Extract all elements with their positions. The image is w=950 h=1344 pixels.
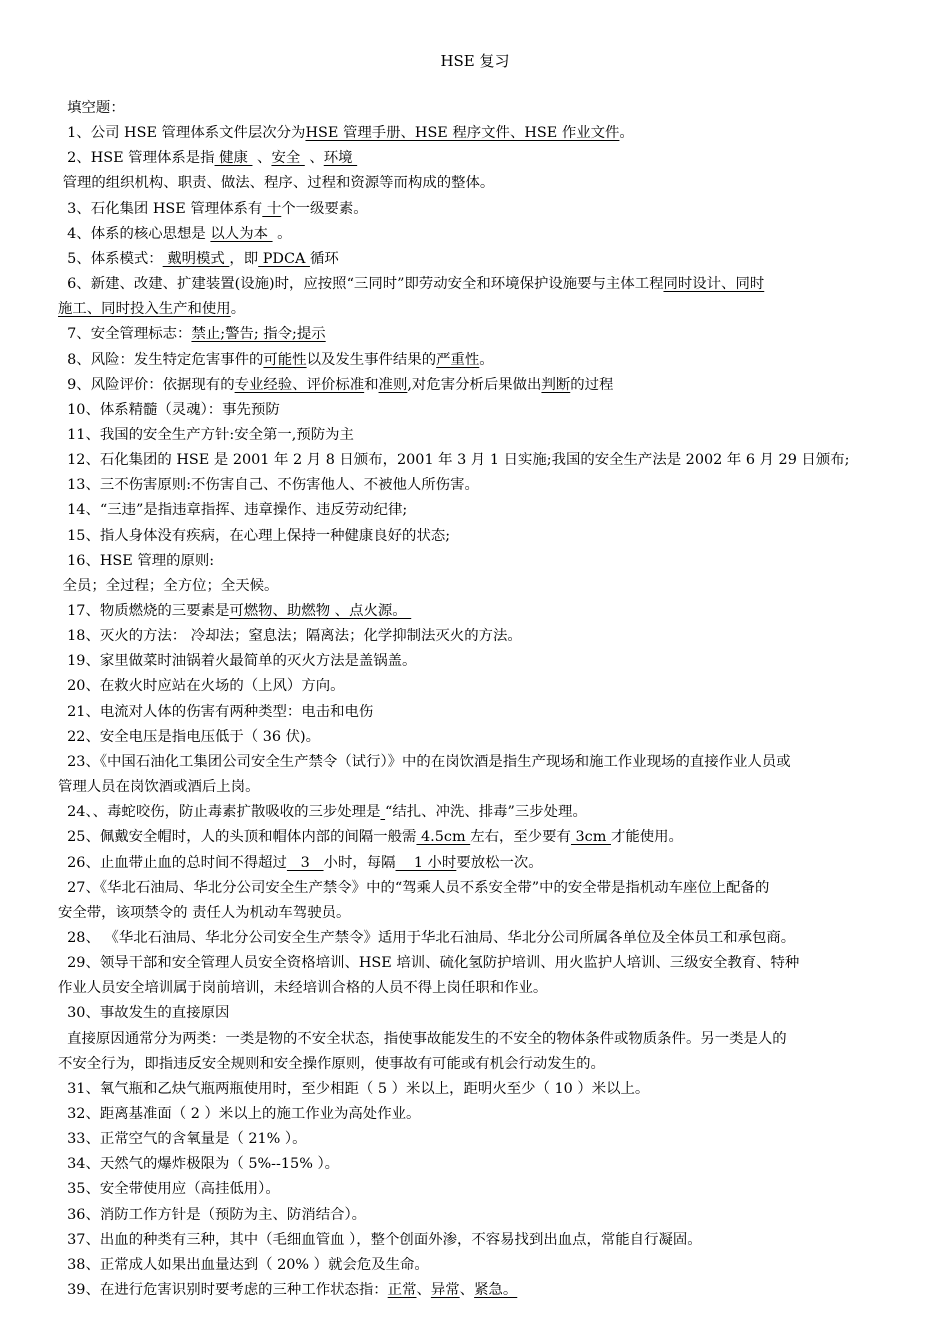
text-line xyxy=(58,926,908,950)
text-line xyxy=(58,1001,908,1025)
underlined-answer: 4.5cm xyxy=(416,829,471,846)
text-line xyxy=(58,1278,908,1302)
text-segment: 8、风险：发生特定危害事件的 xyxy=(58,351,264,368)
text-segment: 不安全行为，即指违反安全规则和安全操作原则，使事故有可能或有机会行动发生的。 xyxy=(58,1055,605,1072)
text-segment: 6、新建、改建、扩建装置(设施)时，应按照“三同时”即劳动安全和环境保护设施要与主体工程 xyxy=(58,276,664,293)
document-title: HSE 复习 xyxy=(440,52,510,70)
text-line xyxy=(58,1102,908,1126)
text-segment: 10、体系精髓（灵魂）：事先预防 xyxy=(58,401,280,418)
text-segment: 直接原因通常分为两类：一类是物的不安全状态，指使事故能发生的不安全的物体条件或物质条件。另一类是人的 xyxy=(58,1030,787,1047)
text-line xyxy=(58,725,908,749)
underlined-answer: 异常 xyxy=(430,1282,460,1299)
text-line xyxy=(58,1253,908,1277)
underlined-answer: 同时设计、同时 xyxy=(663,276,765,293)
underlined-answer: 环境 xyxy=(323,150,358,167)
underlined-answer: 可燃物、助燃物 、点火源。 xyxy=(229,603,412,619)
text-segment: 要放松一次。 xyxy=(456,854,543,871)
text-segment: 、 xyxy=(416,1282,431,1299)
text-segment: ，即 xyxy=(229,250,259,267)
text-segment: 4、体系的核心思想是 xyxy=(58,225,211,242)
text-segment: 37、出血的种类有三种，其中（毛细血管血 ），整个创面外渗，不容易找到出血点，常能自行凝固。 xyxy=(58,1231,702,1248)
text-line xyxy=(58,1177,908,1201)
text-line xyxy=(58,423,908,447)
text-segment: 循环 xyxy=(309,250,339,267)
text-segment: 14、“三违”是指违章指挥、违章操作、违反劳动纪律; xyxy=(58,502,408,519)
text-line xyxy=(58,473,908,497)
text-segment: 28、 《华北石油局、华北分公司安全生产禁令》适用于华北石油局、华北分公司所属各单位及全体员工和承包商。 xyxy=(58,929,796,946)
text-segment: 11、我国的安全生产方针:安全第一,预防为主 xyxy=(58,426,354,443)
text-segment: 5、体系模式： xyxy=(58,250,163,267)
text-segment: 3、石化集团 HSE 管理体系有 xyxy=(58,200,263,217)
text-line xyxy=(58,1152,908,1176)
text-line xyxy=(58,1077,908,1101)
text-segment: 24、、毒蛇咬伤，防止毒素扩散吸收的三步处理是 xyxy=(58,804,381,821)
text-line xyxy=(58,800,908,824)
underlined-answer: 3cm xyxy=(570,829,611,846)
text-line xyxy=(58,1127,908,1151)
text-line xyxy=(58,976,908,1000)
text-segment: 38、正常成人如果出血量达到（ 20% ）就会危及生命。 xyxy=(58,1256,429,1273)
text-segment: 7、安全管理标志： xyxy=(58,326,192,343)
text-segment: 15、指人身体没有疾病，在心理上保持一种健康良好的状态; xyxy=(58,527,451,544)
underlined-answer: 十 xyxy=(262,200,282,217)
text-line xyxy=(58,775,908,799)
text-segment: 才能使用。 xyxy=(610,829,683,846)
text-line xyxy=(58,373,908,397)
underlined-answer: 安全 xyxy=(271,150,305,167)
text-segment: 2、HSE 管理体系是指 xyxy=(58,150,215,167)
text-segment: 31、氧气瓶和乙炔气瓶两瓶使用时，至少相距（ 5 ）米以上，距明火至少（ 10 ）米以上。 xyxy=(58,1080,650,1097)
text-line xyxy=(58,750,908,774)
text-line xyxy=(58,851,908,875)
text-segment: 个一级要素。 xyxy=(281,200,368,217)
underlined-answer: 准则 xyxy=(378,376,408,393)
text-line xyxy=(58,825,908,849)
text-segment: 、 xyxy=(252,150,272,167)
underlined-answer: 3 xyxy=(286,854,324,871)
text-segment: 34、天然气的爆炸极限为（ 5%--15% ）。 xyxy=(58,1156,340,1173)
text-line xyxy=(58,624,908,648)
underlined-answer: 专业经验、评价标准 xyxy=(234,376,365,393)
underlined-answer: 施工、同时投入生产和使用 xyxy=(58,301,231,318)
text-segment: 25、佩戴安全帽时，人的头顶和帽体内部的间隔一般需 xyxy=(58,829,417,846)
text-line xyxy=(58,96,908,120)
text-segment: 全员；全过程；全方位；全天候。 xyxy=(58,577,279,594)
text-segment: 填空题： xyxy=(58,100,125,116)
text-line xyxy=(58,322,908,346)
underlined-answer: 判断 xyxy=(541,376,571,393)
text-segment: 32、距离基准面（ 2 ）米以上的施工作业为高处作业。 xyxy=(58,1106,421,1122)
text-line xyxy=(58,649,908,673)
text-segment: 9、风险评价：依据现有的 xyxy=(58,376,235,393)
text-segment: 管理的组织机构、职责、做法、程序、过程和资源等而构成的整体。 xyxy=(58,175,495,192)
underlined-answer: HSE 管理手册、HSE 程序文件、HSE 作业文件 xyxy=(305,125,620,142)
text-segment: 26、止血带止血的总时间不得超过 xyxy=(58,854,287,871)
text-segment: 、 xyxy=(304,150,324,167)
text-line xyxy=(58,951,908,975)
underlined-answer: 严重性 xyxy=(436,351,480,368)
text-segment: 。 xyxy=(272,225,292,242)
text-line xyxy=(58,524,908,548)
text-line xyxy=(58,674,908,698)
underlined-answer: 以人为本 xyxy=(210,225,273,242)
text-line xyxy=(58,448,908,472)
text-line xyxy=(58,398,908,422)
text-line xyxy=(58,599,908,623)
text-segment: 12、石化集团的 HSE 是 2001 年 2 月 8 日颁布，2001 年 3 月 1 日实施;我国的安全生产法是 2002 年 6 月 29 日颁布; xyxy=(58,452,850,469)
text-line xyxy=(58,498,908,522)
text-segment: 安全带，该项禁令的 责任人为机动车驾驶员。 xyxy=(58,904,351,921)
text-segment: 36、消防工作方针是（预防为主、防消结合）。 xyxy=(58,1206,367,1223)
text-line xyxy=(58,247,908,271)
text-segment: 、 xyxy=(459,1282,475,1299)
text-segment: 。 xyxy=(230,301,246,318)
text-line xyxy=(58,171,908,195)
text-line xyxy=(58,700,908,724)
text-segment: 13、三不伤害原则:不伤害自己、不伤害他人、不被他人所伤害。 xyxy=(58,477,479,494)
text-line xyxy=(58,1228,908,1252)
text-segment: 以及发生事件结果的 xyxy=(306,351,437,368)
text-segment: 21、电流对人体的伤害有两种类型：电击和电伤 xyxy=(58,703,374,720)
text-segment: 27、《华北石油局、华北分公司安全生产禁令》中的“驾乘人员不系安全带”中的安全带是指机动车座位上配备的 xyxy=(58,879,770,896)
underlined-answer: PDCA xyxy=(258,250,310,267)
text-segment: 18、灭火的方法： 冷却法；窒息法；隔离法；化学抑制法灭火的方法。 xyxy=(58,628,522,645)
text-line xyxy=(58,297,908,321)
underlined-answer: 禁止;警告; 指令;提示 xyxy=(191,326,326,343)
underlined-answer: 1 小时 xyxy=(395,854,457,871)
underlined-answer: 可能性 xyxy=(263,351,307,368)
text-line xyxy=(58,146,908,170)
text-segment: 23、《中国石油化工集团公司安全生产禁令（试行）》中的在岗饮酒是指生产现场和施工作业现场的直接作业人员或 xyxy=(58,753,791,770)
text-segment: 16、HSE 管理的原则: xyxy=(58,552,215,569)
text-segment: 30、事故发生的直接原因 xyxy=(58,1005,230,1022)
underlined-answer: 戴明模式 xyxy=(162,250,230,267)
text-line xyxy=(58,549,908,573)
text-line xyxy=(58,197,908,221)
text-segment: 35、安全带使用应（高挂低用）。 xyxy=(58,1181,280,1198)
text-line xyxy=(58,272,908,296)
text-segment: 17、物质燃烧的三要素是 xyxy=(58,603,230,619)
text-segment: 。 xyxy=(479,351,494,368)
text-segment: 19、家里做菜时油锅着火最简单的灭火方法是盖锅盖。 xyxy=(58,653,417,670)
text-segment: 29、领导干部和安全管理人员安全资格培训、HSE 培训、硫化氢防护培训、用火监护人培训、三级安全教育、特种 xyxy=(58,955,800,972)
text-segment: 管理人员在岗饮酒或酒后上岗。 xyxy=(58,779,260,796)
text-segment: “结扎、冲洗、排毒”三步处理。 xyxy=(385,804,587,821)
text-segment: 39、在进行危害识别时要考虑的三种工作状态指： xyxy=(58,1282,388,1299)
text-segment: 。 xyxy=(619,125,634,142)
text-line xyxy=(58,1052,908,1076)
text-line xyxy=(58,1203,908,1227)
text-segment: 33、正常空气的含氧量是（ 21% ）。 xyxy=(58,1131,307,1148)
text-line xyxy=(58,901,908,925)
text-line xyxy=(58,1027,908,1051)
text-segment: 和 xyxy=(364,376,379,393)
text-segment: 1、公司 HSE 管理体系文件层次分为 xyxy=(58,125,306,142)
text-line xyxy=(58,222,908,246)
text-segment: 22、安全电压是指电压低于（ 36 伏)。 xyxy=(58,728,321,745)
text-line xyxy=(58,876,908,900)
text-line xyxy=(58,348,908,372)
text-segment: 20、在救火时应站在火场的（上风）方向。 xyxy=(58,678,345,695)
text-line xyxy=(58,574,908,598)
underlined-answer: 紧急。 xyxy=(474,1282,518,1299)
text-segment: 作业人员安全培训属于岗前培训，未经培训合格的人员不得上岗任职和作业。 xyxy=(58,980,548,997)
text-segment: 小时，每隔 xyxy=(323,854,396,871)
underlined-answer: 正常 xyxy=(387,1282,417,1299)
text-segment: ,对危害分析后果做出 xyxy=(407,376,542,393)
text-segment: 左右，至少要有 xyxy=(470,829,571,846)
text-line xyxy=(58,121,908,145)
text-segment: 的过程 xyxy=(570,376,614,393)
underlined-answer: 健康 xyxy=(214,150,253,167)
